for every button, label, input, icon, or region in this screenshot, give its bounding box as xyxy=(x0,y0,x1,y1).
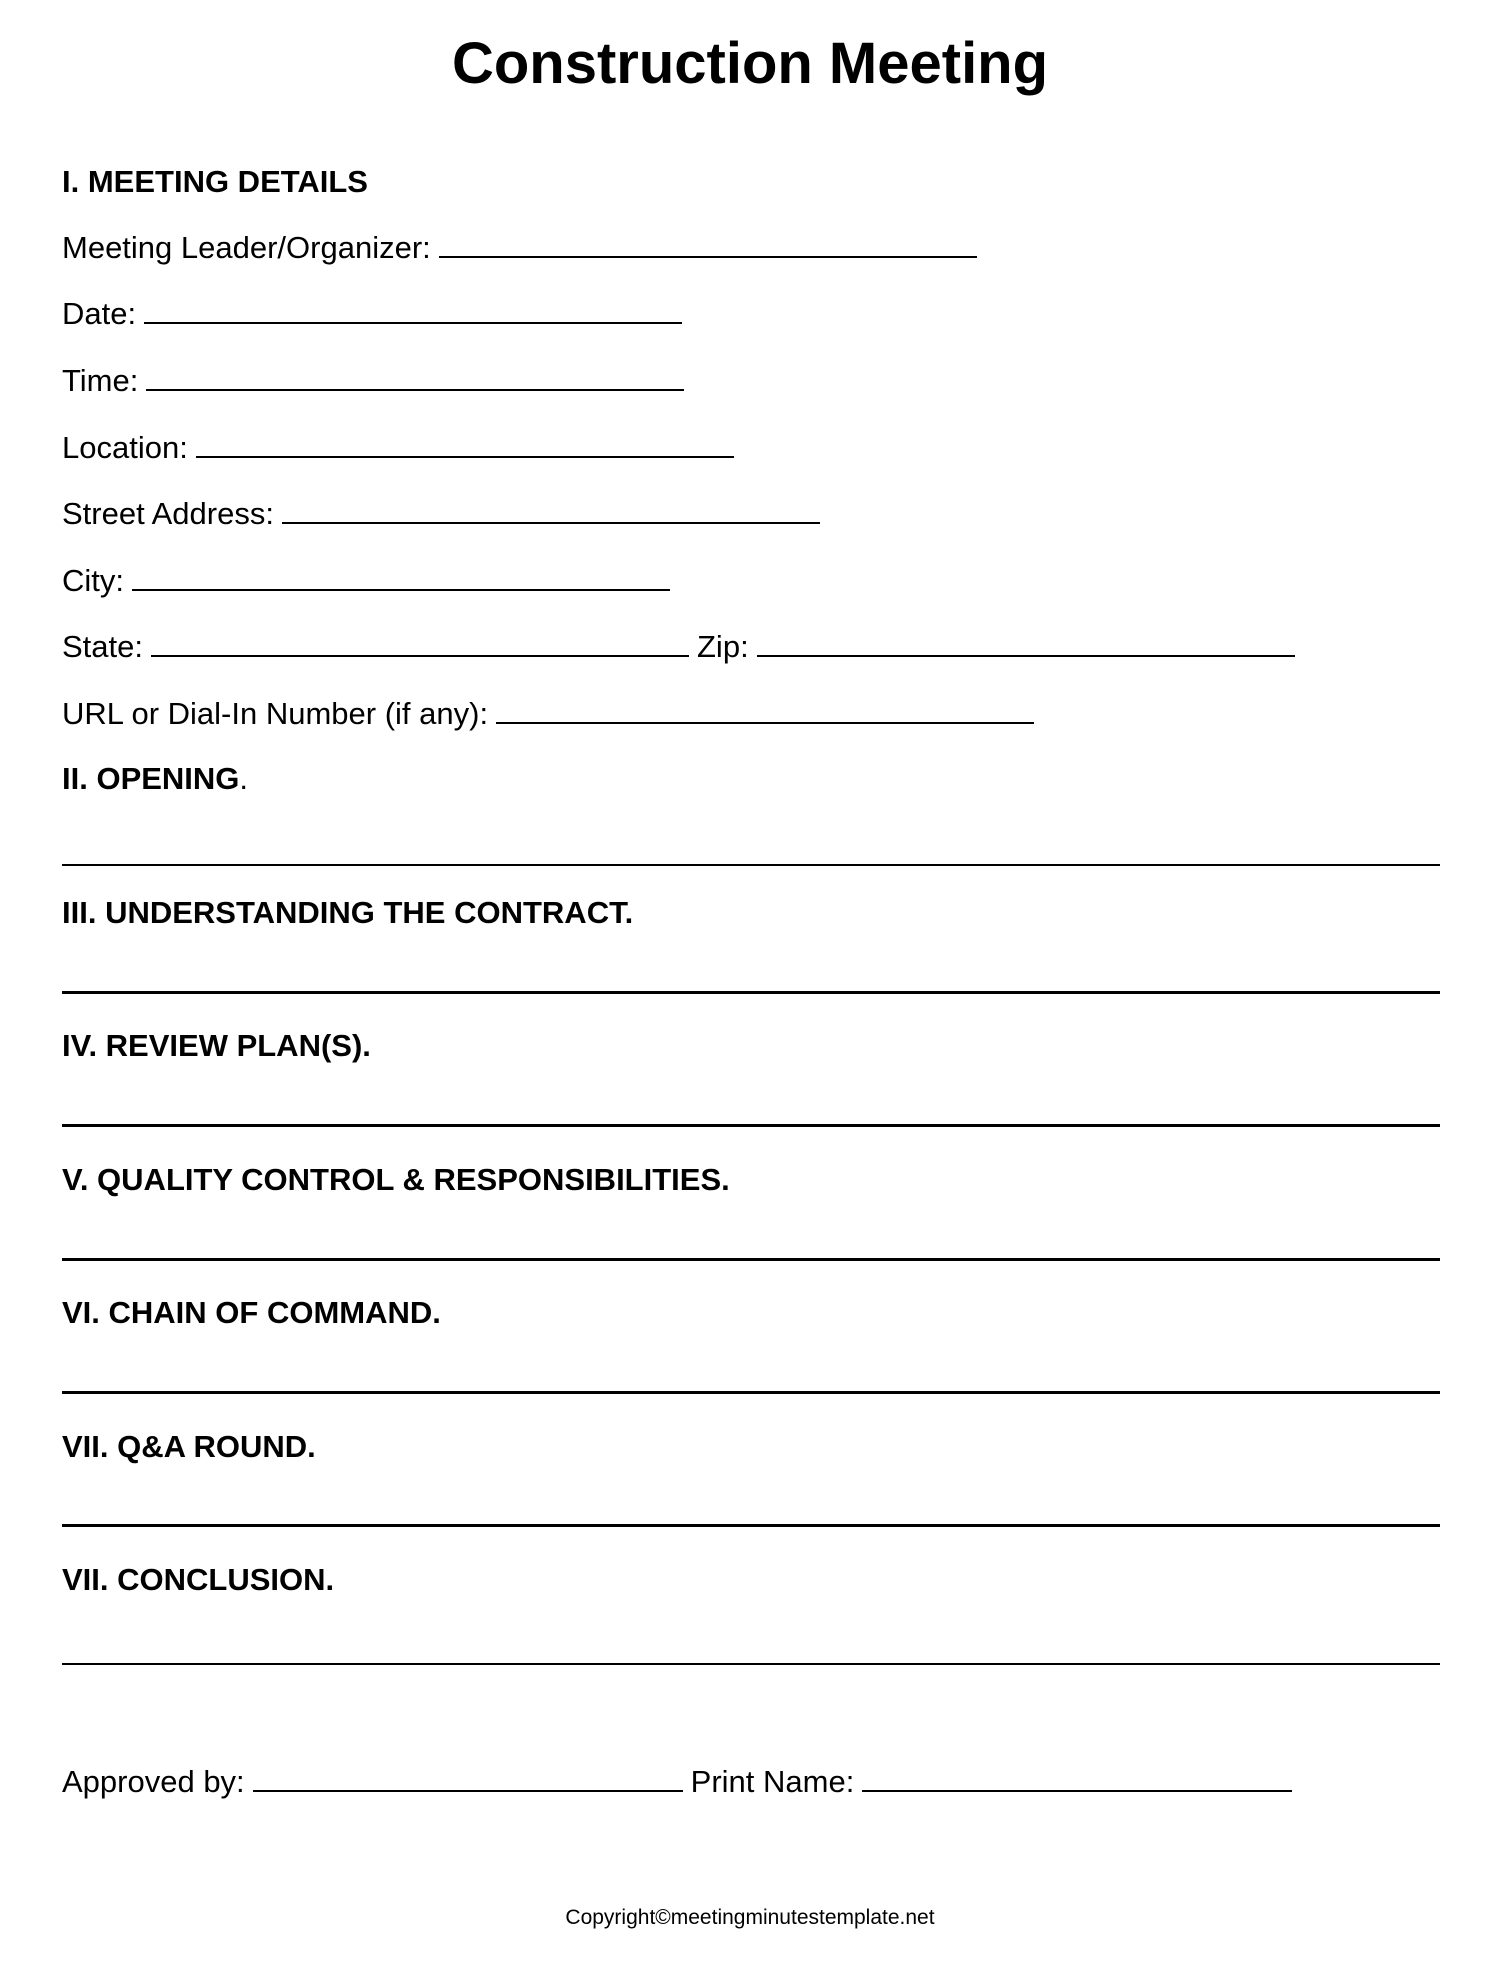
chain-of-command-write-line[interactable] xyxy=(62,1391,1440,1394)
url-dial-in-label: URL or Dial-In Number (if any): xyxy=(62,696,489,731)
approved-by-label: Approved by: xyxy=(62,1764,245,1799)
opening-heading-period: . xyxy=(239,761,249,796)
street-address-label: Street Address: xyxy=(62,496,274,531)
time-input-line[interactable] xyxy=(146,359,684,391)
field-street-address xyxy=(62,492,820,534)
city-label: City: xyxy=(62,563,124,598)
section-heading-quality-control: V. QUALITY CONTROL & RESPONSIBILITIES. xyxy=(62,1162,730,1197)
opening-heading-text: II. OPENING xyxy=(62,761,240,796)
copyright-footer: Copyright©meetingminutestemplate.net xyxy=(565,1906,935,1929)
signoff-row xyxy=(62,1760,1292,1802)
field-location xyxy=(62,426,734,468)
quality-control-write-line[interactable] xyxy=(62,1258,1440,1261)
contract-write-line[interactable] xyxy=(62,991,1440,994)
opening-write-line[interactable] xyxy=(62,864,1440,866)
approved-by-input-line[interactable] xyxy=(253,1760,683,1792)
state-label: State: xyxy=(62,629,143,664)
meeting-leader-input-line[interactable] xyxy=(439,226,977,258)
section-heading-chain-of-command: VI. CHAIN OF COMMAND. xyxy=(62,1295,441,1330)
review-plans-write-line[interactable] xyxy=(62,1124,1440,1127)
date-label: Date: xyxy=(62,296,137,331)
street-address-input-line[interactable] xyxy=(282,492,820,524)
section-heading-conclusion: VII. CONCLUSION. xyxy=(62,1562,335,1597)
field-meeting-leader xyxy=(62,226,977,268)
page-title: Construction Meeting xyxy=(451,31,1049,96)
field-state-zip xyxy=(62,625,1295,667)
zip-label: Zip: xyxy=(697,629,749,664)
section-heading-contract: III. UNDERSTANDING THE CONTRACT. xyxy=(62,895,634,930)
location-input-line[interactable] xyxy=(196,426,734,458)
location-label: Location: xyxy=(62,430,188,465)
section-heading-meeting-details: I. MEETING DETAILS xyxy=(62,164,368,199)
print-name-label: Print Name: xyxy=(690,1764,855,1799)
field-city xyxy=(62,559,670,601)
meeting-leader-label: Meeting Leader/Organizer: xyxy=(62,230,431,265)
section-heading-opening xyxy=(62,759,248,799)
time-label: Time: xyxy=(62,363,139,398)
field-time xyxy=(62,359,684,401)
date-input-line[interactable] xyxy=(144,292,682,324)
zip-input-line[interactable] xyxy=(757,625,1295,657)
url-dial-in-input-line[interactable] xyxy=(496,692,1034,724)
section-heading-qa-round: VII. Q&A ROUND. xyxy=(62,1429,316,1464)
state-input-line[interactable] xyxy=(151,625,689,657)
city-input-line[interactable] xyxy=(132,559,670,591)
section-heading-review-plans: IV. REVIEW PLAN(S). xyxy=(62,1028,371,1063)
qa-round-write-line[interactable] xyxy=(62,1524,1440,1527)
print-name-input-line[interactable] xyxy=(862,1760,1292,1792)
field-url-dial-in xyxy=(62,692,1034,734)
conclusion-write-line[interactable] xyxy=(62,1663,1440,1665)
field-date xyxy=(62,292,682,334)
